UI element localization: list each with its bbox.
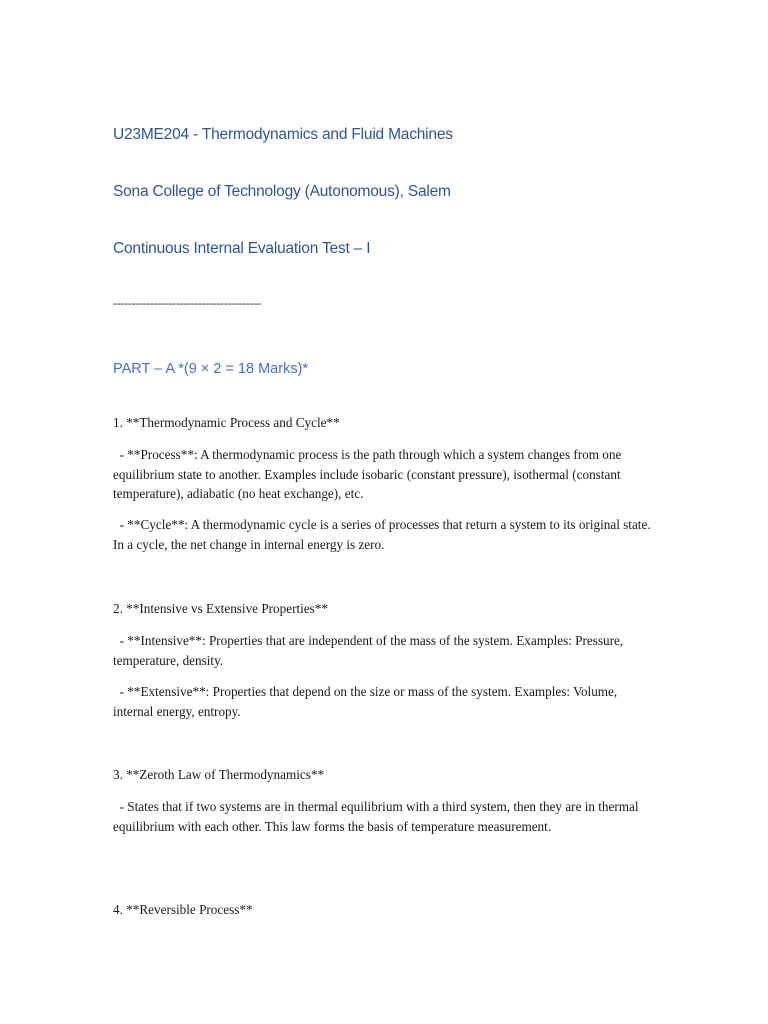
question-point: - **Intensive**: Properties that are independent of the mass of the system. Examples: Pressure, temperature, density. <box>113 633 624 668</box>
question-title: 4. **Reversible Process** <box>113 902 253 917</box>
question-point: - **Cycle**: A thermodynamic cycle is a series of processes that return a system to its original state. In a cycle, the net change in internal energy is zero. <box>113 517 651 552</box>
question-point: - **Process**: A thermodynamic process is the path through which a system changes from one equilibrium state to another. Examples include isobaric (constant pressure), isothermal (constant temperature), adiabatic (no heat exchange), etc. <box>113 447 622 501</box>
question-title: 1. **Thermodynamic Process and Cycle** <box>113 415 340 430</box>
college-name: Sona College of Technology (Autonomous), Salem <box>113 183 451 200</box>
question-point: - States that if two systems are in thermal equilibrium with a third system, then they are in thermal equilibrium with each other. This law forms the basis of temperature measurement. <box>113 799 639 834</box>
test-name: Continuous Internal Evaluation Test – I <box>113 240 371 257</box>
course-title: U23ME204 - Thermodynamics and Fluid Machines <box>113 126 453 143</box>
question-title: 3. **Zeroth Law of Thermodynamics** <box>113 767 325 782</box>
question-title: 2. **Intensive vs Extensive Properties** <box>113 601 328 616</box>
question-point: - **Extensive**: Properties that depend on the size or mass of the system. Examples: Volume, internal energy, entropy. <box>113 684 618 719</box>
separator-line: ---------------------------------------- <box>113 296 261 310</box>
part-a-heading: PART – A *(9 × 2 = 18 Marks)* <box>113 361 309 377</box>
